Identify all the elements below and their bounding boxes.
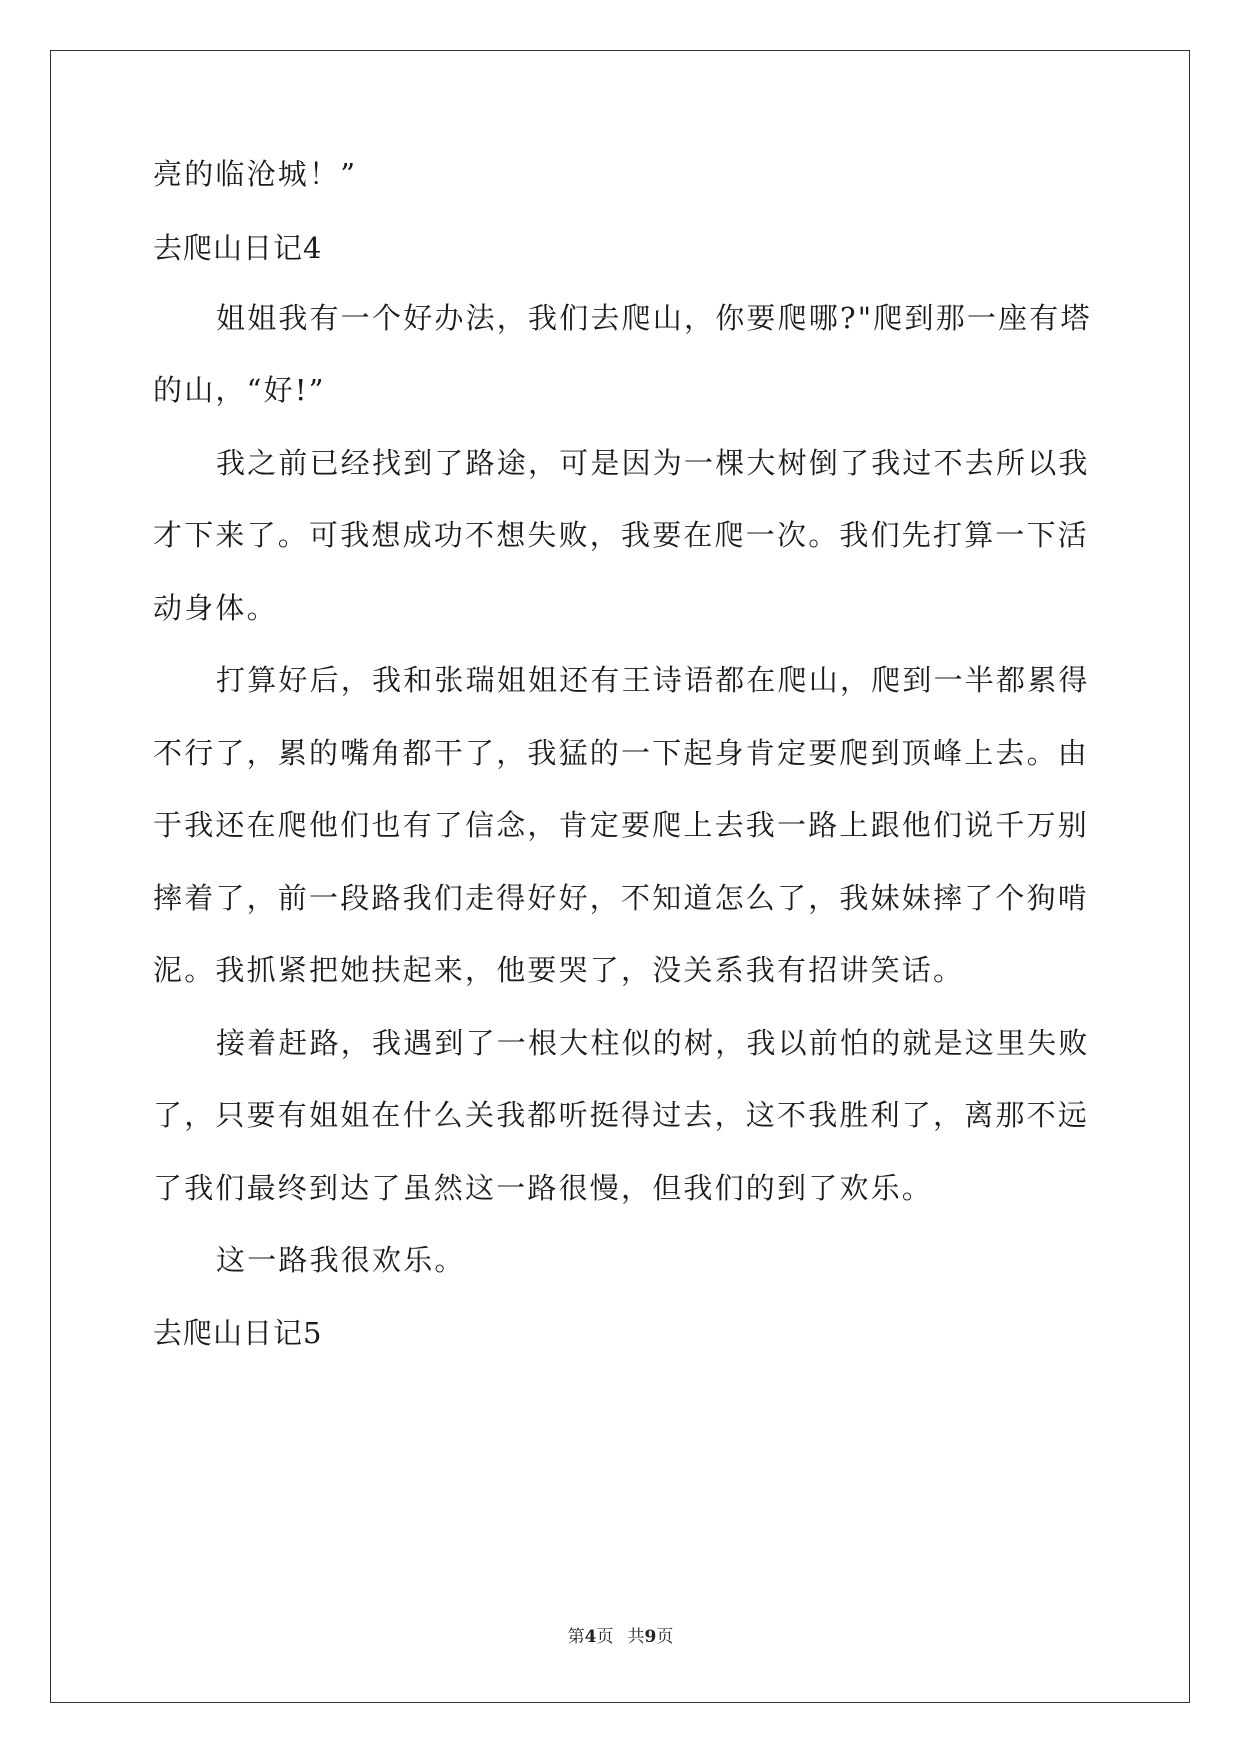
page-footer <box>0 1625 1241 1649</box>
paragraph-line: 这一路我很欢乐。 <box>216 1243 466 1277</box>
paragraph-line: 才下来了。可我想成功不想失败，我要在爬一次。我们先打算一下活 <box>153 518 1090 552</box>
section-heading: 去爬山日记4 <box>153 231 323 265</box>
page-total: 9 <box>644 1627 657 1647</box>
paragraph-line: 了，只要有姐姐在什么关我都听挺得过去，这不我胜利了，离那不远 <box>153 1098 1090 1132</box>
total-unit: 页 <box>656 1627 674 1647</box>
paragraph-line: 摔着了，前一段路我们走得好好，不知道怎么了，我妹妹摔了个狗啃 <box>153 881 1090 915</box>
page-prefix: 第 <box>567 1627 585 1647</box>
paragraph-line: 姐姐我有一个好办法，我们去爬山，你要爬哪?"爬到那一座有塔 <box>216 301 1092 335</box>
paragraph-line: 不行了，累的嘴角都干了，我猛的一下起身肯定要爬到顶峰上去。由 <box>153 736 1090 770</box>
paragraph-line: 动身体。 <box>153 591 278 625</box>
paragraph-line: 泥。我抓紧把她扶起来，他要哭了，没关系我有招讲笑话。 <box>153 953 965 987</box>
page-current: 4 <box>584 1627 597 1647</box>
text-line: 亮的临沧城！” <box>153 157 358 191</box>
paragraph-line: 了我们最终到达了虽然这一路很慢，但我们的到了欢乐。 <box>153 1171 934 1205</box>
paragraph-line: 于我还在爬他们也有了信念，肯定要爬上去我一路上跟他们说千万别 <box>153 808 1090 842</box>
page-unit: 页 <box>596 1627 614 1647</box>
section-heading: 去爬山日记5 <box>153 1316 323 1350</box>
paragraph-line: 接着赶路，我遇到了一根大柱似的树，我以前怕的就是这里失败 <box>216 1026 1090 1060</box>
paragraph-line: 我之前已经找到了路途，可是因为一棵大树倒了我过不去所以我 <box>216 446 1090 480</box>
total-prefix: 共 <box>627 1627 645 1647</box>
paragraph-line: 的山，“好!” <box>153 373 326 407</box>
paragraph-line: 打算好后，我和张瑞姐姐还有王诗语都在爬山，爬到一半都累得 <box>216 663 1090 697</box>
